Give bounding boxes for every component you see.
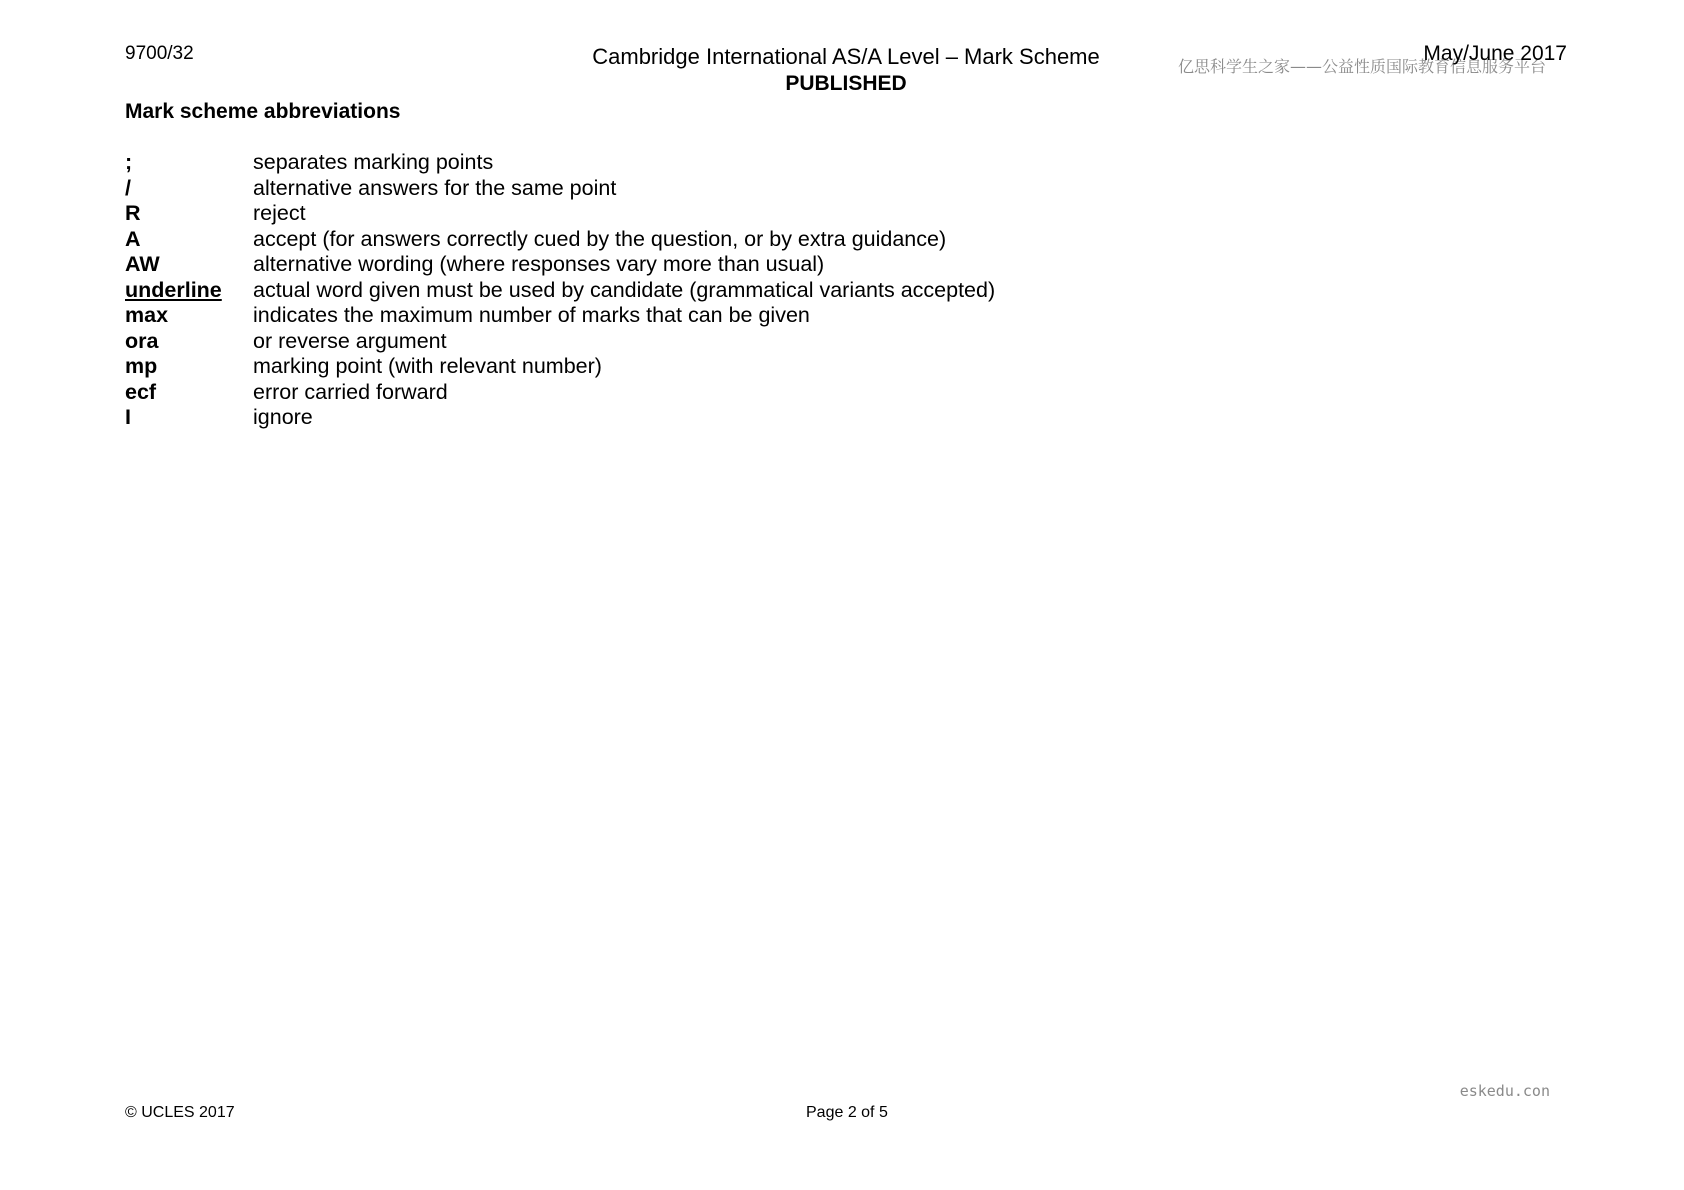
abbreviation-description: accept (for answers correctly cued by the question, or by extra guidance) [253, 226, 947, 251]
document-title: Cambridge International AS/A Level – Mark Scheme [592, 44, 1100, 69]
abbreviation-row [125, 329, 995, 355]
section-heading: Mark scheme abbreviations [125, 100, 401, 123]
abbreviation-code: A [125, 226, 141, 251]
abbreviation-code: ecf [125, 379, 157, 404]
abbreviation-code: max [125, 303, 169, 327]
abbreviation-description: ignore [253, 405, 313, 429]
abbreviation-row [125, 176, 995, 202]
abbreviation-code: underline [125, 277, 222, 302]
published-status: PUBLISHED [785, 72, 907, 95]
exam-session: May/June 2017 [1423, 42, 1567, 65]
header-watermark: 亿思科学生之家——公益性质国际教育信息服务平台 [1178, 57, 1547, 76]
abbreviation-description: alternative answers for the same point [253, 175, 617, 200]
abbreviation-description: marking point (with relevant number) [253, 354, 602, 378]
paper-code: 9700/32 [125, 43, 194, 64]
copyright-notice: © UCLES 2017 [125, 1104, 235, 1121]
abbreviation-row [125, 303, 995, 329]
page-number: Page 2 of 5 [806, 1104, 888, 1121]
abbreviation-description: error carried forward [253, 379, 448, 404]
abbreviation-row [125, 201, 995, 227]
abbreviation-list [125, 150, 995, 431]
abbreviation-code: AW [125, 252, 160, 276]
abbreviation-row [125, 252, 995, 278]
abbreviation-description: or reverse argument [253, 328, 447, 353]
abbreviation-description: alternative wording (where responses vary more than usual) [253, 252, 825, 276]
abbreviation-row [125, 278, 995, 304]
abbreviation-description: actual word given must be used by candidate (grammatical variants accepted) [253, 277, 996, 302]
abbreviation-row [125, 354, 995, 380]
abbreviation-description: separates marking points [253, 150, 494, 174]
abbreviation-code: ora [125, 328, 159, 353]
abbreviation-row [125, 150, 995, 176]
abbreviation-code: mp [125, 354, 158, 378]
abbreviation-code: I [125, 405, 131, 429]
abbreviation-row [125, 405, 995, 431]
header-title-block [540, 43, 1152, 97]
footer-watermark: eskedu.con [1459, 1082, 1550, 1100]
abbreviation-description: indicates the maximum number of marks that can be given [253, 303, 810, 327]
abbreviation-description: reject [253, 201, 306, 225]
abbreviation-code: ; [125, 150, 133, 174]
abbreviation-code: R [125, 201, 141, 225]
abbreviation-row [125, 227, 995, 253]
abbreviation-code: / [125, 175, 131, 200]
abbreviation-row [125, 380, 995, 406]
